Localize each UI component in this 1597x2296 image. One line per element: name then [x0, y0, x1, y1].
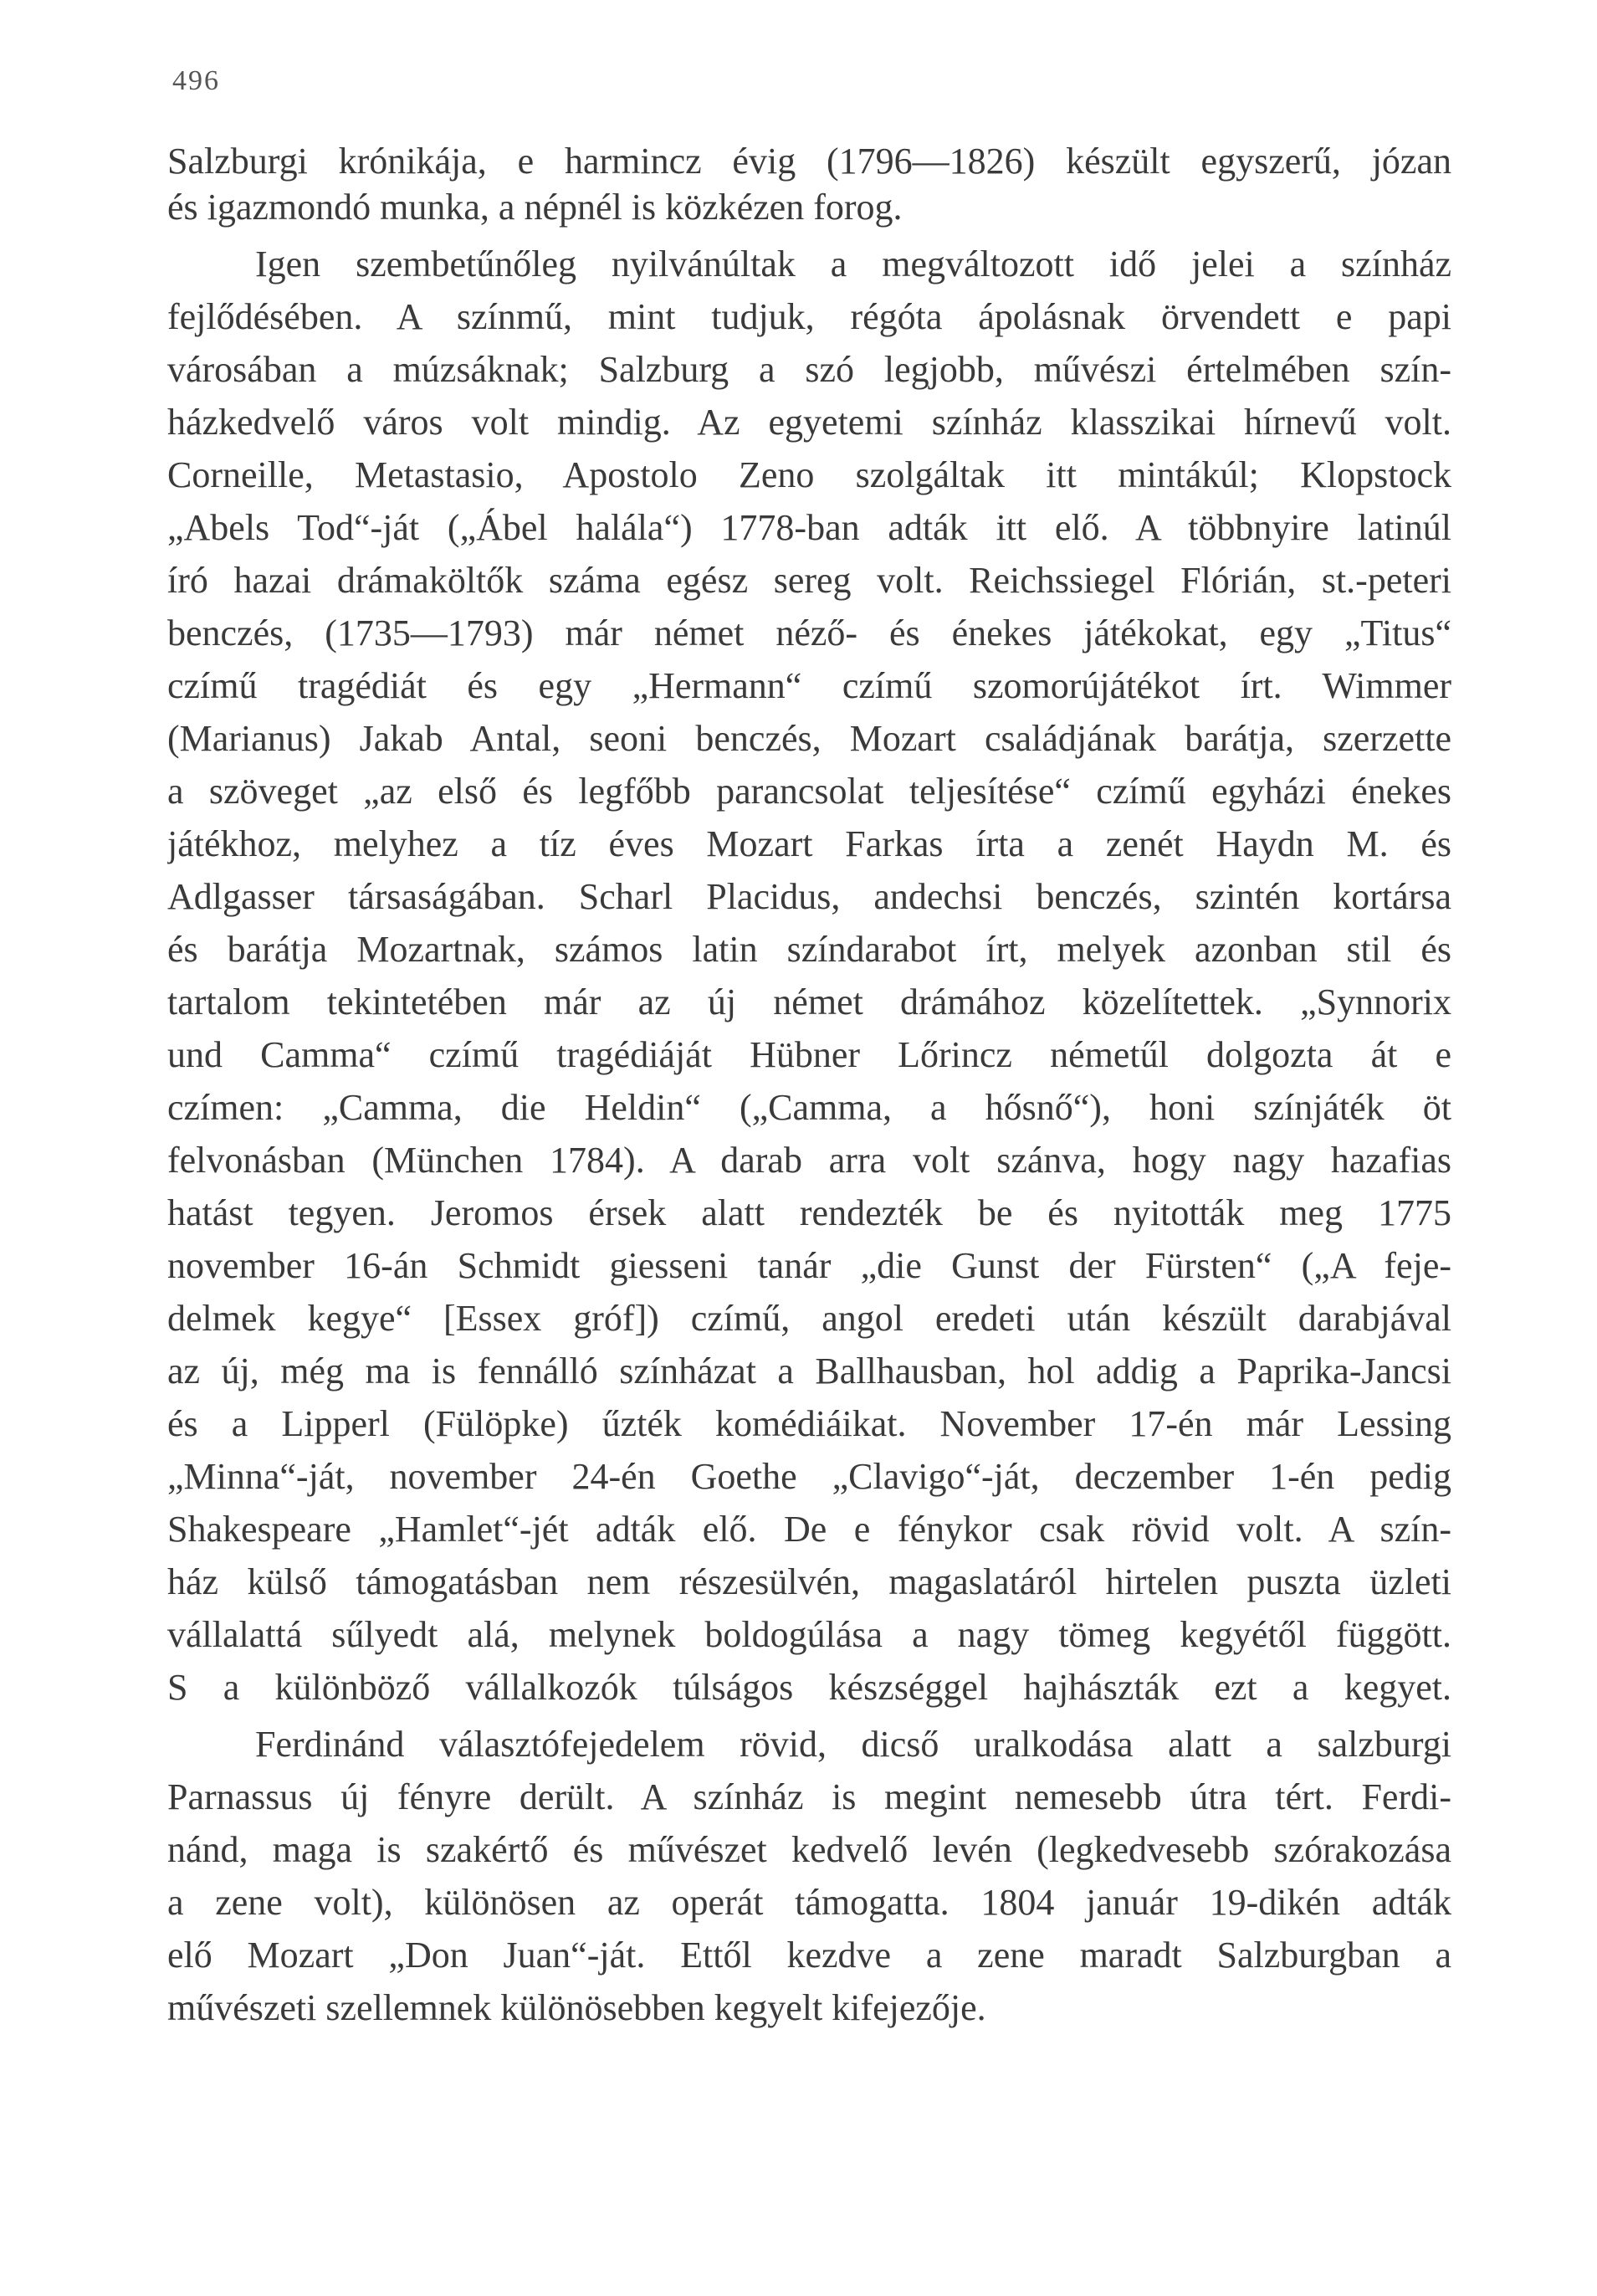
text-line: „Minna“-ját, november 24-én Goethe „Clavigo“-ját, deczember 1-én pedig	[167, 1456, 1451, 1497]
text-line: hatást tegyen. Jeromos érsek alatt rendezték be és nyitották meg 1775	[167, 1192, 1451, 1233]
text-line: (Marianus) Jakab Antal, seoni benczés, Mozart családjának barátja, szerzette	[167, 718, 1451, 759]
text-line: fejlődésében. A színmű, mint tudjuk, régóta ápolásnak örvendett e papi	[167, 296, 1451, 337]
text-line: und Camma“ czímű tragédiáját Hübner Lőrincz németűl dolgozta át e	[167, 1034, 1451, 1075]
page-number: 496	[172, 65, 220, 96]
text-line: Igen szembetűnőleg nyilvánúltak a megváltozott idő jelei a színház	[255, 243, 1451, 284]
text-line: vállalattá sűlyedt alá, melynek boldogúlása a nagy tömeg kegyétől függött.	[167, 1614, 1451, 1655]
text-line: november 16-án Schmidt giesseni tanár „die Gunst der Fürsten“ („A feje-	[167, 1245, 1451, 1286]
text-line: házkedvelő város volt mindig. Az egyetemi színház klasszikai hírnevű volt.	[167, 402, 1451, 443]
text-line: Corneille, Metastasio, Apostolo Zeno szolgáltak itt mintákúl; Klopstock	[167, 454, 1451, 495]
text-line: Ferdinánd választófejedelem rövid, dicső uralkodása alatt a salzburgi	[255, 1724, 1451, 1765]
text-line: nánd, maga is szakértő és művészet kedvelő levén (legkedvesebb szórakozása	[167, 1829, 1451, 1870]
text-line: S a különböző vállalkozók túlságos készséggel hajhászták ezt a kegyet.	[167, 1667, 1451, 1708]
text-line: ház külső támogatásban nem részesülvén, magaslatáról hirtelen puszta üzleti	[167, 1561, 1451, 1602]
text-line: városában a múzsáknak; Salzburg a szó legjobb, művészi értelmében szín-	[167, 349, 1451, 390]
text-line: elő Mozart „Don Juan“-ját. Ettől kezdve a zene maradt Salzburgban a	[167, 1935, 1451, 1976]
text-line: Salzburgi krónikája, e harmincz évig (1796—1826) készült egyszerű, józan	[167, 141, 1451, 182]
text-line: „Abels Tod“-ját („Ábel halála“) 1778-ban adták itt elő. A többnyire latinúl	[167, 507, 1451, 548]
text-line: író hazai drámaköltők száma egész sereg volt. Reichssiegel Flórián, st.-peteri	[167, 560, 1451, 601]
text-line: és igazmondó munka, a népnél is közkézen forog.	[167, 187, 903, 228]
text-line: czímen: „Camma, die Heldin“ („Camma, a hősnő“), honi színjáték öt	[167, 1087, 1451, 1128]
text-line: benczés, (1735—1793) már német néző- és énekes játékokat, egy „Titus“	[167, 612, 1451, 653]
text-line: a szöveget „az első és legfőbb parancsolat teljesítése“ czímű egyházi énekes	[167, 771, 1451, 812]
text-line: tartalom tekintetében már az új német drámához közelítettek. „Synnorix	[167, 981, 1451, 1022]
text-line: Shakespeare „Hamlet“-jét adták elő. De e fénykor csak rövid volt. A szín-	[167, 1509, 1451, 1550]
text-line: játékhoz, melyhez a tíz éves Mozart Farkas írta a zenét Haydn M. és	[167, 823, 1451, 864]
text-line: az új, még ma is fennálló színházat a Ballhausban, hol addig a Paprika-Jancsi	[167, 1350, 1451, 1391]
text-line: a zene volt), különösen az operát támogatta. 1804 január 19-dikén adták	[167, 1882, 1451, 1923]
text-line: Parnassus új fényre derült. A színház is megint nemesebb útra tért. Ferdi-	[167, 1776, 1451, 1817]
text-line: czímű tragédiát és egy „Hermann“ czímű szomorújátékot írt. Wimmer	[167, 665, 1451, 706]
text-line: és a Lipperl (Fülöpke) űzték komédiáikat. November 17-én már Lessing	[167, 1403, 1451, 1444]
text-line: és barátja Mozartnak, számos latin színdarabot írt, melyek azonban stil és	[167, 929, 1451, 970]
text-line: Adlgasser társaságában. Scharl Placidus, andechsi benczés, szintén kortársa	[167, 876, 1451, 917]
text-line: delmek kegye“ [Essex gróf]) czímű, angol eredeti után készült darabjával	[167, 1298, 1451, 1339]
text-line: felvonásban (München 1784). A darab arra volt szánva, hogy nagy hazafias	[167, 1140, 1451, 1181]
text-line: művészeti szellemnek különösebben kegyelt kifejezője.	[167, 1987, 986, 2028]
